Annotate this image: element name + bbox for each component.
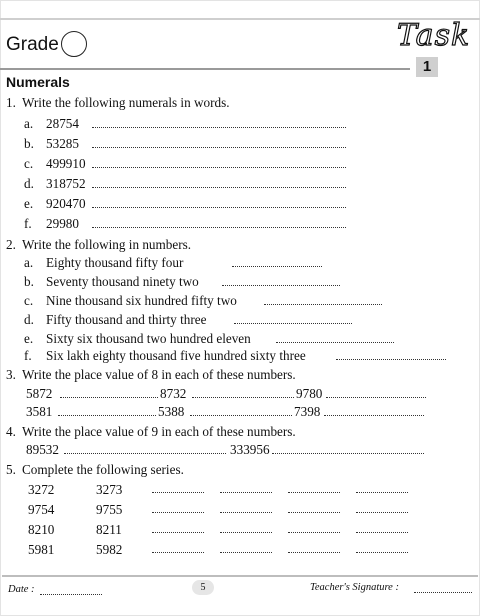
series-blank[interactable] <box>152 512 204 513</box>
q2-instruction: Write the following in numbers. <box>22 237 192 252</box>
q4-number-value: 333956 <box>230 442 270 457</box>
q2-item-label: d. <box>24 312 34 327</box>
series-blank[interactable] <box>288 492 340 493</box>
q1-item-value: 318752 <box>46 176 86 191</box>
series-blank[interactable] <box>152 532 204 533</box>
answer-line[interactable] <box>58 415 156 416</box>
q2-item-label: e. <box>24 331 34 346</box>
q3-number-value: 3581 <box>26 404 53 419</box>
date-label: Date : <box>8 584 35 595</box>
series-term: 9754 <box>28 502 55 517</box>
answer-line[interactable] <box>192 397 294 398</box>
page-number: 5 <box>192 580 214 595</box>
task-badge <box>392 18 471 76</box>
task-word: Task <box>397 18 471 53</box>
answer-line[interactable] <box>232 266 322 267</box>
teacher-signature-label: Teacher's Signature : <box>310 582 399 593</box>
q1-item-value: 53285 <box>46 136 79 151</box>
series-term: 8210 <box>28 522 55 537</box>
q3-number-value: 7398 <box>294 404 321 419</box>
q4-instruction: Write the place value of 9 in each of these numbers. <box>22 424 296 439</box>
answer-line[interactable] <box>190 415 292 416</box>
q1-item-label: c. <box>24 156 34 171</box>
series-term: 5982 <box>96 542 123 557</box>
header-divider <box>0 68 410 70</box>
q1-item-label: b. <box>24 136 34 151</box>
answer-line[interactable] <box>272 453 424 454</box>
answer-line[interactable] <box>92 147 346 148</box>
task-number: 1 <box>416 57 438 77</box>
q2-item-label: b. <box>24 274 34 289</box>
q1-item-value: 28754 <box>46 116 79 131</box>
series-blank[interactable] <box>220 552 272 553</box>
q2-number: 2. <box>6 237 16 252</box>
q1-item-value: 499910 <box>46 156 86 171</box>
answer-line[interactable] <box>92 207 346 208</box>
series-blank[interactable] <box>288 532 340 533</box>
answer-line[interactable] <box>326 397 426 398</box>
q2-item-value: Nine thousand six hundred fifty two <box>46 293 237 308</box>
q1-item-value: 920470 <box>46 196 86 211</box>
series-blank[interactable] <box>356 492 408 493</box>
q1-number: 1. <box>6 95 16 110</box>
answer-line[interactable] <box>92 227 346 228</box>
q1-item-label: f. <box>24 216 32 231</box>
q2-item-value: Seventy thousand ninety two <box>46 274 199 289</box>
series-blank[interactable] <box>356 532 408 533</box>
series-blank[interactable] <box>356 512 408 513</box>
answer-line[interactable] <box>324 415 424 416</box>
q3-number-value: 8732 <box>160 386 187 401</box>
series-blank[interactable] <box>220 492 272 493</box>
q2-item-label: a. <box>24 255 34 270</box>
q2-item-label: f. <box>24 348 32 363</box>
answer-line[interactable] <box>336 359 446 360</box>
answer-line[interactable] <box>276 342 394 343</box>
q2-item-value: Fifty thousand and thirty three <box>46 312 207 327</box>
date-blank[interactable] <box>40 594 102 595</box>
series-term: 3273 <box>96 482 123 497</box>
series-blank[interactable] <box>152 492 204 493</box>
series-blank[interactable] <box>220 532 272 533</box>
q1-item-label: e. <box>24 196 34 211</box>
q2-item-value: Eighty thousand fifty four <box>46 255 184 270</box>
section-title: Numerals <box>6 74 70 90</box>
grade-label: Grade <box>6 34 59 55</box>
footer-divider <box>2 575 478 577</box>
q3-number: 3. <box>6 367 16 382</box>
series-blank[interactable] <box>356 552 408 553</box>
series-term: 9755 <box>96 502 123 517</box>
grade-circle[interactable] <box>61 31 87 57</box>
q2-item-value: Sixty six thousand two hundred eleven <box>46 331 251 346</box>
q1-item-label: d. <box>24 176 34 191</box>
q3-instruction: Write the place value of 8 in each of these numbers. <box>22 367 296 382</box>
q3-number-value: 5872 <box>26 386 53 401</box>
q4-number-value: 89532 <box>26 442 59 457</box>
signature-blank[interactable] <box>414 592 472 593</box>
answer-line[interactable] <box>222 285 340 286</box>
answer-line[interactable] <box>234 323 352 324</box>
q2-item-label: c. <box>24 293 34 308</box>
q1-item-value: 29980 <box>46 216 79 231</box>
answer-line[interactable] <box>92 167 346 168</box>
series-blank[interactable] <box>152 552 204 553</box>
q3-number-value: 5388 <box>158 404 185 419</box>
series-term: 8211 <box>96 522 122 537</box>
answer-line[interactable] <box>60 397 158 398</box>
series-blank[interactable] <box>220 512 272 513</box>
answer-line[interactable] <box>264 304 382 305</box>
answer-line[interactable] <box>92 187 346 188</box>
q4-number: 4. <box>6 424 16 439</box>
answer-line[interactable] <box>64 453 226 454</box>
series-term: 5981 <box>28 542 55 557</box>
q5-instruction: Complete the following series. <box>22 462 184 477</box>
answer-line[interactable] <box>92 127 346 128</box>
q5-number: 5. <box>6 462 16 477</box>
q3-number-value: 9780 <box>296 386 323 401</box>
series-blank[interactable] <box>288 512 340 513</box>
q1-item-label: a. <box>24 116 34 131</box>
q2-item-value: Six lakh eighty thousand five hundred sixty three <box>46 348 306 363</box>
series-blank[interactable] <box>288 552 340 553</box>
series-term: 3272 <box>28 482 55 497</box>
q1-instruction: Write the following numerals in words. <box>22 95 230 110</box>
